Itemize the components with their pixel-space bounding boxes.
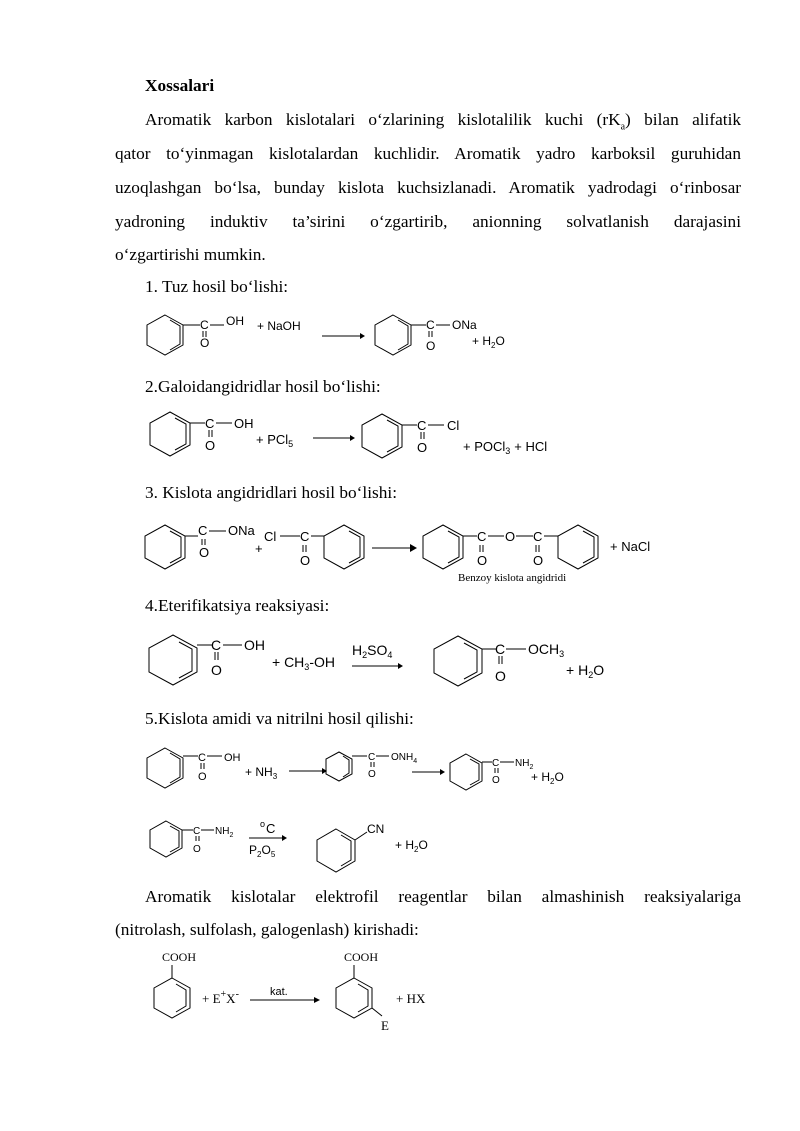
amino-label: $NH_2$ bbox=[515, 758, 534, 771]
intro-text-1b: ) bilan alifatik bbox=[625, 110, 742, 129]
benzene-ring-icon bbox=[150, 412, 190, 456]
carbon-label: C bbox=[417, 418, 427, 433]
carbonyl-oxygen-label: O bbox=[199, 545, 210, 560]
arrow-icon bbox=[410, 544, 417, 552]
pocl3-hcl-products: + POCl$_3$ + HCl bbox=[463, 439, 548, 456]
reaction-6-scheme bbox=[0, 945, 800, 1045]
chlorine-label: Cl bbox=[264, 529, 277, 544]
bridge-oxygen-label: O bbox=[505, 529, 516, 544]
carbon-label: C bbox=[533, 529, 543, 544]
carbonyl-oxygen-label: O bbox=[193, 844, 201, 855]
carbonyl-oxygen-label: O bbox=[200, 336, 210, 350]
benzene-ring-icon bbox=[326, 752, 352, 781]
electrophile-reagent: + E+X- bbox=[202, 989, 239, 1006]
plus-sign: + bbox=[255, 541, 263, 556]
section-3-title: 3. Kislota angidridlari hosil bo‘lishi: bbox=[145, 483, 397, 502]
outro-line-2: (nitrolash, sulfolash, galogenlash) kirishadi: bbox=[115, 920, 419, 939]
arrow-icon bbox=[398, 663, 403, 669]
carbon-label: C bbox=[211, 637, 222, 653]
carbon-label: C bbox=[200, 318, 209, 332]
benzene-ring-icon bbox=[149, 635, 197, 685]
sodium-carboxylate-label: ONa bbox=[452, 318, 477, 332]
intro-text-1a: Aromatik karbon kislotalari o‘zlarining kislotalilik kuchi (rK bbox=[145, 110, 621, 129]
carbon-label: C bbox=[198, 523, 208, 538]
celsius-label: C bbox=[266, 821, 276, 836]
benzene-ring-icon bbox=[434, 636, 482, 686]
carbonyl-oxygen-label: O bbox=[417, 440, 428, 455]
carbonyl-oxygen-label: O bbox=[300, 553, 311, 568]
substituent-E-label: E bbox=[381, 1018, 389, 1033]
ammonium-carboxylate-label: $ONH_4$ bbox=[391, 752, 418, 765]
sodium-carboxylate-label: ONa bbox=[228, 523, 255, 538]
arrow-icon bbox=[350, 435, 355, 441]
carbon-label: C bbox=[205, 416, 215, 431]
benzene-ring-icon bbox=[154, 978, 190, 1018]
chlorine-label: Cl bbox=[447, 418, 460, 433]
intro-line-3: uzoqlashgan bo‘lsa, bunday kislota kuchsizlanadi. Aromatik yadrodagi o‘rinbosar bbox=[115, 178, 741, 197]
benzene-ring-icon bbox=[147, 748, 183, 788]
carbonyl-oxygen-label: O bbox=[495, 668, 506, 684]
water-product: + $H_2O$ bbox=[531, 770, 564, 786]
carbonyl-oxygen-label: O bbox=[477, 553, 488, 568]
methanol-reagent: + $CH_3-OH$ bbox=[272, 654, 335, 672]
reaction-5a-scheme bbox=[0, 740, 800, 800]
benzene-ring-icon bbox=[423, 525, 463, 569]
benzene-ring-icon bbox=[336, 978, 372, 1018]
water-product: + $H_2O$ bbox=[566, 662, 605, 680]
benzene-ring-icon bbox=[145, 525, 185, 569]
benzene-ring-icon bbox=[147, 315, 183, 355]
intro-line-5: o‘zgartirishi mumkin. bbox=[115, 245, 266, 264]
carbonyl-oxygen-label: O bbox=[211, 662, 222, 678]
carbon-label: C bbox=[198, 752, 206, 764]
outro-line-1: Aromatik kislotalar elektrofil reagentlar bilan almashinish reaksiyalariga bbox=[145, 887, 741, 906]
carboxyl-group-label: COOH bbox=[344, 950, 379, 964]
benzene-ring-icon bbox=[150, 821, 182, 857]
carbon-label: C bbox=[300, 529, 310, 544]
ammonia-reagent: + $NH_3$ bbox=[245, 765, 278, 781]
carbonyl-oxygen-label: O bbox=[492, 775, 500, 786]
reaction-3-scheme bbox=[0, 515, 800, 585]
nacl-product: + NaCl bbox=[610, 539, 651, 554]
hydroxyl-label: OH bbox=[224, 752, 241, 764]
pcl5-reagent: + PCl$_5$ bbox=[256, 432, 294, 449]
catalyst-label: kat. bbox=[270, 986, 288, 998]
carbonyl-oxygen-label: O bbox=[368, 769, 376, 780]
carbon-label: C bbox=[477, 529, 487, 544]
carbonyl-oxygen-label: O bbox=[198, 771, 207, 783]
water-product: + $H_2O$ bbox=[395, 838, 428, 854]
section-1-title: 1. Tuz hosil bo‘lishi: bbox=[145, 277, 289, 296]
carbon-label: C bbox=[193, 826, 201, 837]
section-4-title: 4.Eterifikatsiya reaksiyasi: bbox=[145, 596, 330, 615]
reaction-4-scheme bbox=[0, 625, 800, 695]
section-5-title: 5.Kislota amidi va nitrilni hosil qilishi: bbox=[145, 709, 414, 728]
arrow-icon bbox=[282, 835, 287, 841]
nitrile-label: CN bbox=[367, 822, 385, 836]
benzene-ring-icon bbox=[317, 829, 355, 872]
reaction-2-scheme bbox=[0, 408, 800, 468]
water-product: + $H_2O$ bbox=[472, 334, 505, 350]
carbon-label: C bbox=[426, 318, 435, 332]
carbon-label: C bbox=[368, 752, 376, 763]
hydroxyl-label: OH bbox=[244, 637, 265, 653]
benzene-ring-icon bbox=[558, 525, 598, 569]
arrow-icon bbox=[314, 997, 320, 1003]
p2o5-catalyst: $P_2O_5$ bbox=[249, 843, 276, 859]
arrow-icon bbox=[360, 333, 365, 339]
carbonyl-oxygen-label: O bbox=[533, 553, 544, 568]
amino-label: $NH_2$ bbox=[215, 826, 234, 839]
arrow-icon bbox=[440, 769, 445, 775]
carbon-label: C bbox=[492, 758, 500, 769]
hydroxyl-label: OH bbox=[226, 314, 244, 328]
reaction-1-scheme bbox=[0, 305, 800, 365]
naoh-reagent: + NaOH bbox=[257, 319, 301, 333]
carbon-label: C bbox=[495, 641, 506, 657]
benzene-ring-icon bbox=[362, 414, 402, 458]
benzene-ring-icon bbox=[324, 525, 364, 569]
carbonyl-oxygen-label: O bbox=[205, 438, 216, 453]
hx-product: + HX bbox=[396, 991, 426, 1006]
methoxy-label: $OCH_3$ bbox=[528, 641, 565, 659]
hydroxyl-label: OH bbox=[234, 416, 254, 431]
pka-subscript: a bbox=[620, 121, 626, 133]
degree-superscript: o bbox=[260, 819, 266, 829]
reaction-5b-scheme bbox=[0, 810, 800, 870]
carboxyl-group-label: COOH bbox=[162, 950, 197, 964]
anhydride-caption: Benzoy kislota angidridi bbox=[458, 572, 567, 584]
intro-line-4: yadroning induktiv ta’sirini o‘zgartirib, anionning solvatlanish darajasini bbox=[115, 212, 741, 231]
carbonyl-oxygen-label: O bbox=[426, 339, 436, 353]
sulfuric-acid-catalyst: $H_2SO_4$ bbox=[352, 642, 393, 660]
section-2-title: 2.Galoidangidridlar hosil bo‘lishi: bbox=[145, 377, 381, 396]
benzene-ring-icon bbox=[450, 754, 482, 790]
section-heading: Xossalari bbox=[145, 76, 215, 95]
benzene-ring-icon bbox=[375, 315, 411, 355]
intro-line-2: qator to‘yinmagan kislotalardan kuchlidir. Aromatik yadro karboksil guruhidan bbox=[115, 144, 741, 163]
